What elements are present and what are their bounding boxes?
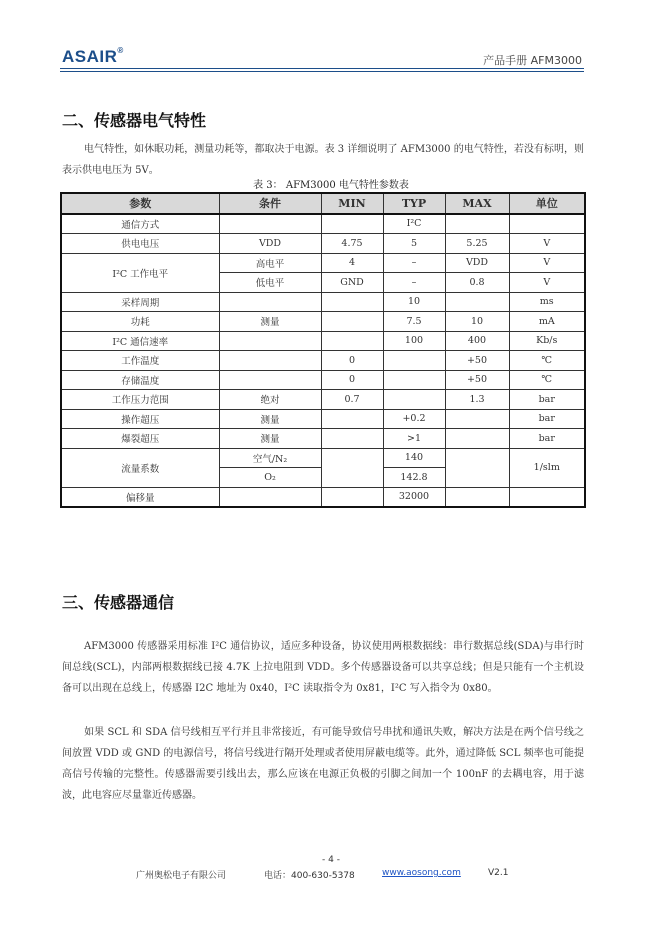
table-cell bbox=[219, 292, 321, 312]
table-cell: 4.75 bbox=[321, 234, 383, 254]
table-cell bbox=[383, 390, 445, 410]
footer-version: V2.1 bbox=[488, 868, 509, 878]
table-cell: V bbox=[509, 253, 585, 273]
table-cell: – bbox=[383, 253, 445, 273]
table-cell bbox=[509, 214, 585, 234]
table-row bbox=[61, 292, 585, 312]
table-row bbox=[61, 351, 585, 371]
table-row bbox=[61, 390, 585, 410]
table-cell bbox=[219, 370, 321, 390]
table-row bbox=[61, 429, 585, 449]
table-caption: 表 3： AFM3000 电气特性参数表 bbox=[253, 180, 409, 191]
table-cell: 空气/N₂ bbox=[219, 448, 321, 468]
table-cell: +0.2 bbox=[383, 409, 445, 429]
table-cell: 7.5 bbox=[383, 312, 445, 332]
section-3-para-2: 如果 SCL 和 SDA 信号线相互平行并且非常接近，有可能导致信号串扰和通讯失败，解决方法是在两个信号线之间放置 VDD 或 GND 的电源信号，将信号线进行隔开处理或者使用屏蔽电缆等。此外，通过降低 SCL 频率也可能提高信号传输的完整性。传感器需要引线出去，那么应该在电源正负极的引脚之间加一个 100nF 的去耦电容，用于滤波，此电容应尽量靠近传感器。 bbox=[62, 727, 584, 801]
table-row bbox=[61, 312, 585, 332]
table-cell: 爆裂超压 bbox=[61, 429, 219, 449]
table-cell: – bbox=[383, 273, 445, 293]
table-cell: ℃ bbox=[509, 370, 585, 390]
table-cell bbox=[383, 351, 445, 371]
table-cell: I²C 工作电平 bbox=[61, 253, 219, 292]
table-cell: 1.3 bbox=[445, 390, 509, 410]
table-cell: +50 bbox=[445, 351, 509, 371]
table-cell: 5 bbox=[383, 234, 445, 254]
table-cell bbox=[383, 370, 445, 390]
table-cell bbox=[321, 312, 383, 332]
table-cell bbox=[219, 331, 321, 351]
table-cell: V bbox=[509, 273, 585, 293]
table-cell: 0.7 bbox=[321, 390, 383, 410]
table-cell bbox=[445, 409, 509, 429]
table-cell: 供电电压 bbox=[61, 234, 219, 254]
table-cell: VDD bbox=[445, 253, 509, 273]
table-cell: 400 bbox=[445, 331, 509, 351]
table-cell: VDD bbox=[219, 234, 321, 254]
table-cell: GND bbox=[321, 273, 383, 293]
table-cell: 10 bbox=[383, 292, 445, 312]
section-2-intro: 电气特性，如休眠功耗，测量功耗等，都取决于电源。表 3 详细说明了 AFM3000 的电气特性，若没有标明，则表示供电电压为 5V。 bbox=[62, 144, 584, 176]
header-divider-secondary bbox=[60, 71, 584, 72]
header-title: 产品手册 AFM3000 bbox=[483, 54, 582, 67]
table-cell: ℃ bbox=[509, 351, 585, 371]
page-number: - 4 - bbox=[322, 855, 340, 865]
header-divider bbox=[60, 68, 584, 69]
table-cell: mA bbox=[509, 312, 585, 332]
table-row bbox=[61, 253, 585, 273]
table-header-row bbox=[61, 193, 585, 214]
table-cell: 5.25 bbox=[445, 234, 509, 254]
table-cell: 测量 bbox=[219, 429, 321, 449]
table-row bbox=[61, 331, 585, 351]
header-typ: TYP bbox=[383, 193, 445, 214]
table-cell: +50 bbox=[445, 370, 509, 390]
footer-company: 广州奥松电子有限公司 bbox=[136, 871, 227, 881]
table-cell: 偏移量 bbox=[61, 487, 219, 507]
table-cell bbox=[321, 429, 383, 449]
table-cell: 140 bbox=[383, 448, 445, 468]
table-cell bbox=[321, 448, 383, 487]
section-3-para-1: AFM3000 传感器采用标准 I²C 通信协议，适应多种设备，协议使用两根数据线：串行数据总线(SDA)与串行时间总线(SCL)，内部两根数据线已接 4.7K 上拉电阻到 VDD。多个传感器设备可以共享总线；但是只能有一个主机设备可以出现在总线上，传感器 I2C 地址为 0x40，I²C 读取指令为 0x81，I²C 写入指令为 0x80。 bbox=[62, 641, 584, 694]
table-row bbox=[61, 234, 585, 254]
table-cell: Kb/s bbox=[509, 331, 585, 351]
table-cell bbox=[445, 292, 509, 312]
table-cell: ms bbox=[509, 292, 585, 312]
table-cell: 功耗 bbox=[61, 312, 219, 332]
table-cell: 0 bbox=[321, 351, 383, 371]
table-cell: 10 bbox=[445, 312, 509, 332]
header-min: MIN bbox=[321, 193, 383, 214]
header-param: 参数 bbox=[61, 193, 219, 214]
footer-phone: 电话：400-630-5378 bbox=[264, 871, 355, 881]
table-row bbox=[61, 370, 585, 390]
table-cell bbox=[509, 487, 585, 507]
table-cell: 通信方式 bbox=[61, 214, 219, 234]
table-cell: 采样周期 bbox=[61, 292, 219, 312]
header-max: MAX bbox=[445, 193, 509, 214]
footer-website-link[interactable]: www.aosong.com bbox=[382, 868, 461, 878]
table-cell bbox=[219, 214, 321, 234]
table-cell bbox=[445, 448, 509, 487]
table-cell: 0 bbox=[321, 370, 383, 390]
table-cell: I²C bbox=[383, 214, 445, 234]
table-row bbox=[61, 214, 585, 234]
table-cell: 高电平 bbox=[219, 253, 321, 273]
table-cell bbox=[321, 487, 383, 507]
table-cell: 0.8 bbox=[445, 273, 509, 293]
table-cell: bar bbox=[509, 429, 585, 449]
table-cell bbox=[445, 487, 509, 507]
table-cell bbox=[321, 214, 383, 234]
table-cell bbox=[321, 292, 383, 312]
table-cell bbox=[445, 214, 509, 234]
table-cell bbox=[321, 331, 383, 351]
table-cell: 流量系数 bbox=[61, 448, 219, 487]
table-cell: O₂ bbox=[219, 468, 321, 488]
table-row bbox=[61, 487, 585, 507]
asair-logo: ASAIR® bbox=[62, 46, 124, 66]
table-cell: 存储温度 bbox=[61, 370, 219, 390]
section-2-title: 二、传感器电气特性 bbox=[62, 111, 207, 130]
table-cell: bar bbox=[509, 409, 585, 429]
table-row bbox=[61, 409, 585, 429]
table-cell: 1/slm bbox=[509, 448, 585, 487]
table-row bbox=[61, 448, 585, 468]
table-cell: 绝对 bbox=[219, 390, 321, 410]
table-cell: I²C 通信速率 bbox=[61, 331, 219, 351]
table-cell: bar bbox=[509, 390, 585, 410]
table-cell: 32000 bbox=[383, 487, 445, 507]
table-cell bbox=[219, 487, 321, 507]
section-3-title: 三、传感器通信 bbox=[62, 593, 175, 612]
table-cell: 142.8 bbox=[383, 468, 445, 488]
table-cell: 工作压力范围 bbox=[61, 390, 219, 410]
header-unit: 单位 bbox=[509, 193, 585, 214]
table-cell: 测量 bbox=[219, 409, 321, 429]
table-cell: 工作温度 bbox=[61, 351, 219, 371]
table-cell: V bbox=[509, 234, 585, 254]
table-cell: 100 bbox=[383, 331, 445, 351]
table-cell: 测量 bbox=[219, 312, 321, 332]
table-cell: 4 bbox=[321, 253, 383, 273]
table-cell: 操作超压 bbox=[61, 409, 219, 429]
electrical-spec-table bbox=[60, 192, 586, 508]
table-cell bbox=[445, 429, 509, 449]
header-condition: 条件 bbox=[219, 193, 321, 214]
table-cell: 低电平 bbox=[219, 273, 321, 293]
table-cell bbox=[321, 409, 383, 429]
table-cell bbox=[219, 351, 321, 371]
table-cell: >1 bbox=[383, 429, 445, 449]
